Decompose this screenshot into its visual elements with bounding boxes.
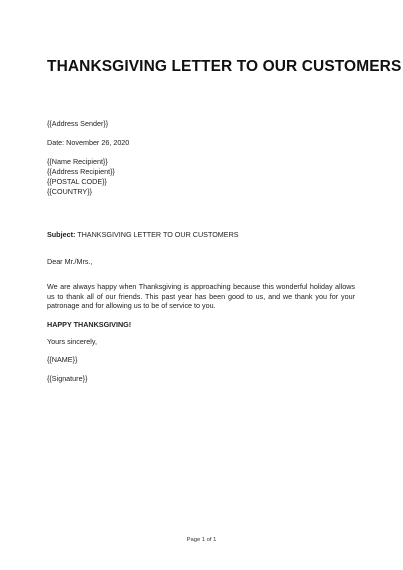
holiday-greeting: HAPPY THANKSGIVING! [47,320,132,329]
subject-text: THANKSGIVING LETTER TO OUR CUSTOMERS [75,230,239,239]
recipient-postal-code: {{POSTAL CODE}} [47,177,107,186]
address-sender: {{Address Sender}} [47,119,109,128]
closing: Yours sincerely, [47,337,97,346]
subject-label: Subject: [47,230,76,239]
letter-date: Date: November 26, 2020 [47,138,130,147]
salutation: Dear Mr./Mrs., [47,257,93,266]
signature-placeholder: {{Signature}} [47,374,88,383]
recipient-name: {{Name Recipient}} [47,157,108,166]
page-number: Page 1 of 1 [186,537,217,543]
letter-title: THANKSGIVING LETTER TO OUR CUSTOMERS [47,58,402,75]
letter-body: We are always happy when Thanksgiving is approaching because this wonderful holiday allows us to thank all of our friends. This past year has been good to us, and we thank you for your patronage and for allowing us to be of service to you. [47,282,355,311]
name-placeholder: {{NAME}} [47,355,78,364]
recipient-country: {{COUNTRY}} [47,187,93,196]
subject-line [47,230,239,239]
recipient-address: {{Address Recipient}} [47,167,115,176]
